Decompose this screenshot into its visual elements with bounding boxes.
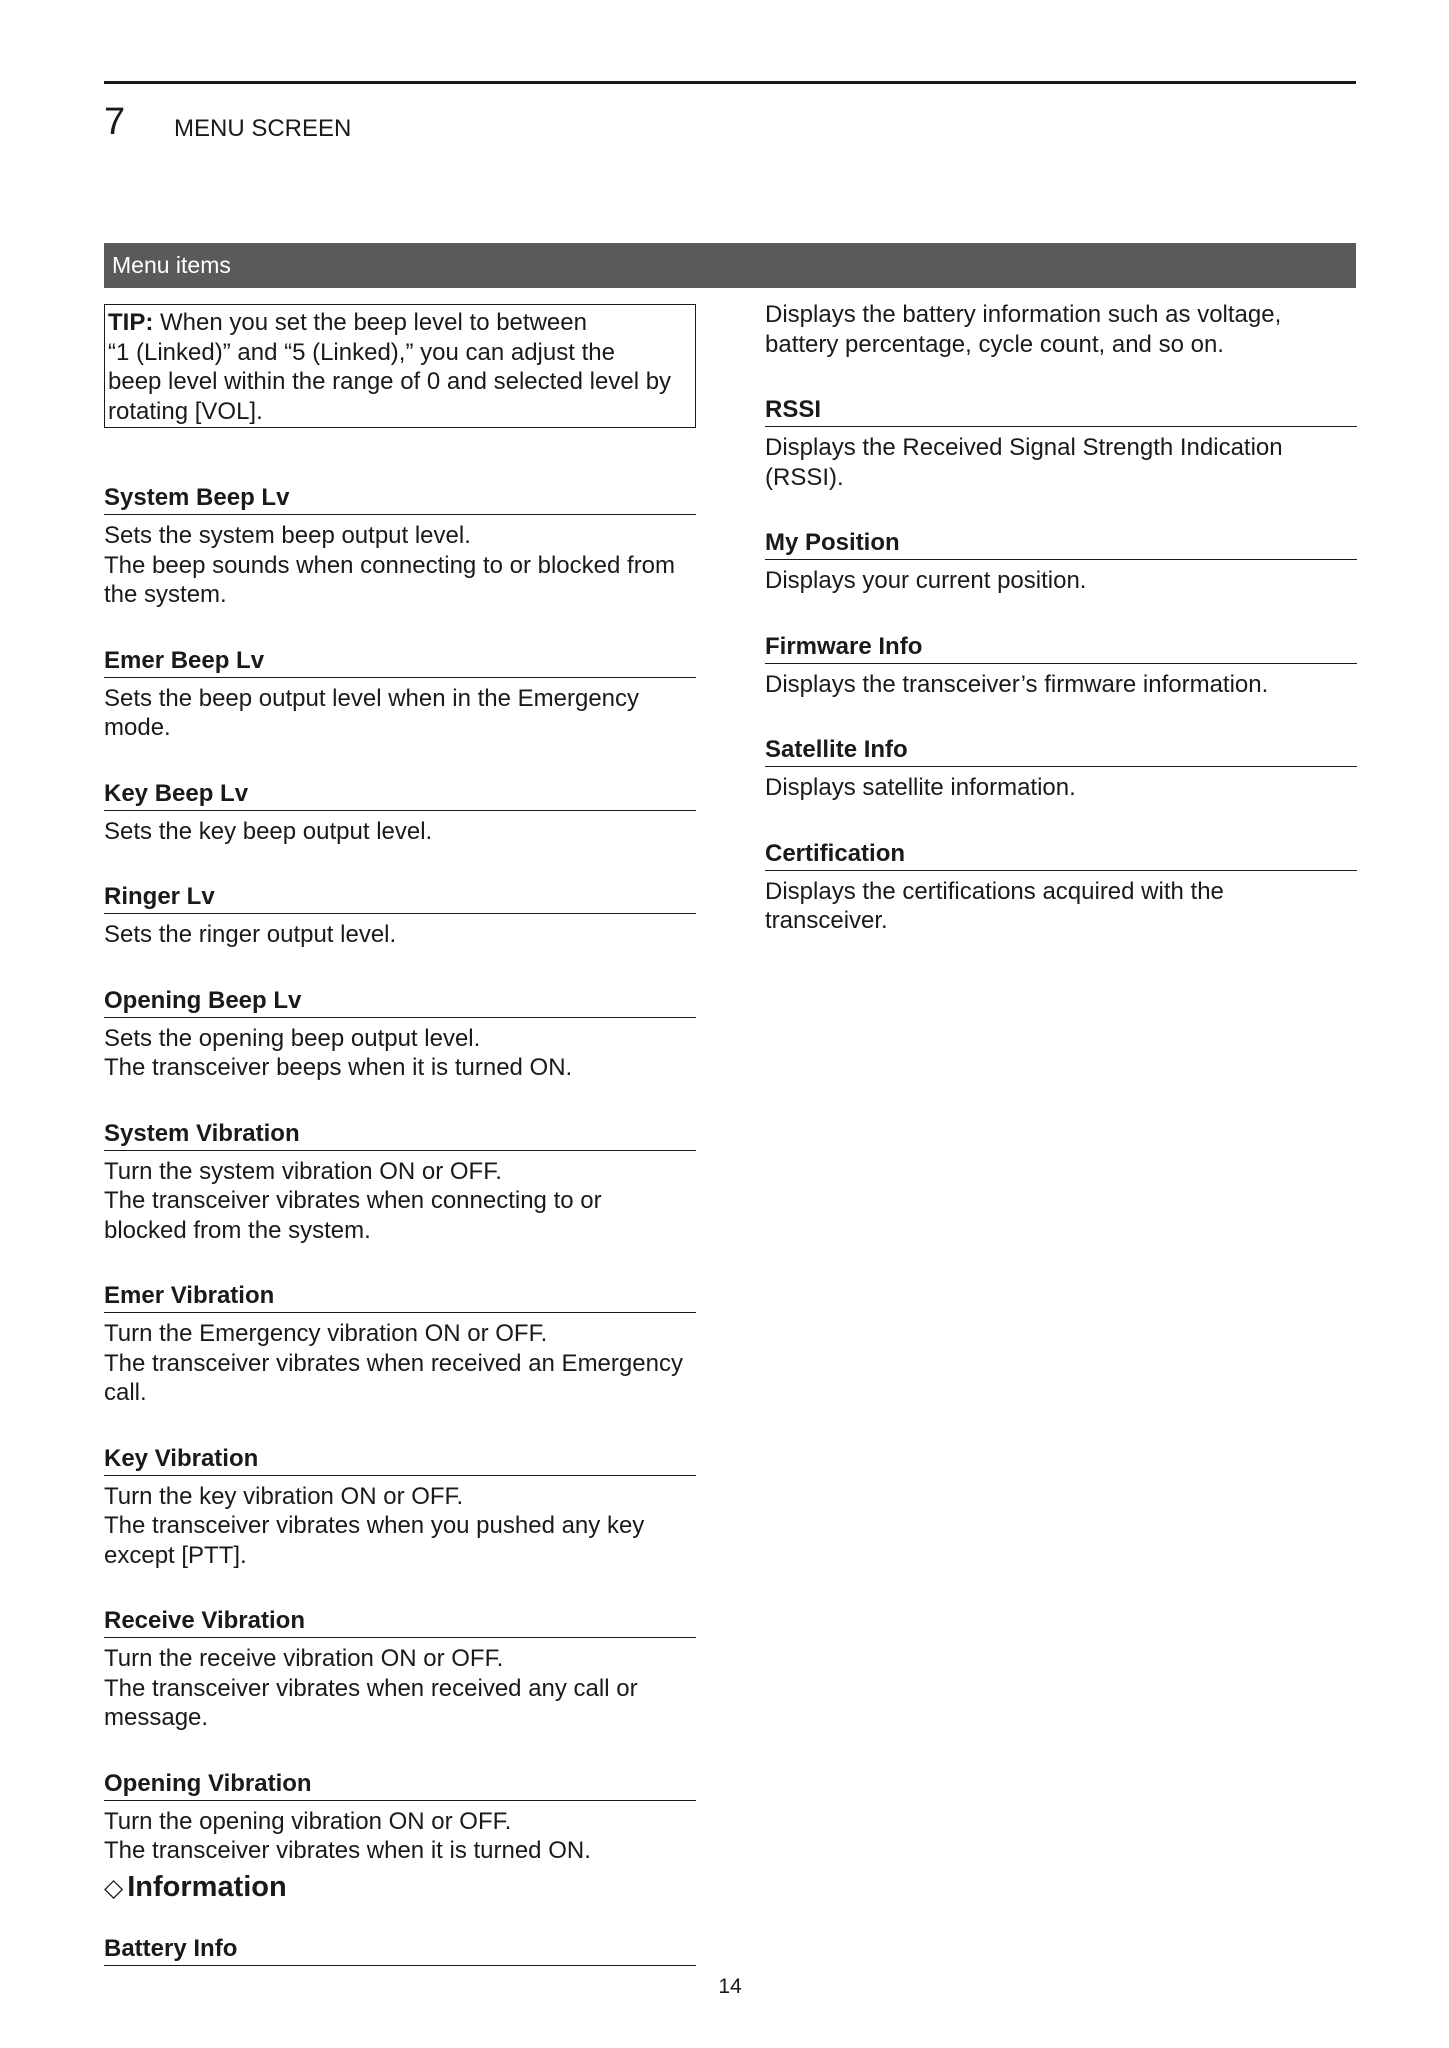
section-title: Opening Beep Lv	[104, 987, 696, 1018]
menu-item-section	[104, 987, 696, 1083]
menu-item-section	[765, 633, 1357, 700]
right-column	[765, 300, 1357, 973]
tip-box	[104, 304, 696, 428]
description-line: blocked from the system.	[104, 1216, 371, 1244]
menu-item-section	[104, 1770, 696, 1866]
section-title: Firmware Info	[765, 633, 1357, 664]
description-line: Displays your current position.	[765, 567, 1087, 594]
section-title: Receive Vibration	[104, 1607, 696, 1638]
left-column	[104, 304, 696, 1972]
menu-item-section	[104, 1445, 696, 1571]
page-number: 14	[718, 1975, 742, 1998]
menu-item-section	[765, 396, 1357, 492]
menu-item-section	[104, 883, 696, 950]
description-line: Displays satellite information.	[765, 774, 1076, 801]
chapter-title: MENU SCREEN	[174, 115, 352, 142]
section-title: System Beep Lv	[104, 484, 696, 515]
tip-line: When you set the beep level to between	[153, 309, 587, 336]
description-line: Sets the beep output level when in the Emergency	[104, 684, 640, 712]
menu-item-section	[104, 484, 696, 610]
description-line: The transceiver beeps when it is turned ON.	[104, 1054, 573, 1081]
menu-item-section	[765, 840, 1357, 936]
description-line: Turn the system vibration ON or OFF.	[104, 1157, 502, 1185]
description-line: Turn the opening vibration ON or OFF.	[104, 1807, 512, 1835]
menu-item-section	[765, 529, 1357, 596]
left-section-list	[104, 484, 696, 1866]
description-line: The transceiver vibrates when you pushed any key	[104, 1512, 645, 1539]
description-line: Displays the certifications acquired with the	[765, 877, 1224, 905]
description-line: except [PTT].	[104, 1541, 247, 1569]
description-line: (RSSI).	[765, 463, 844, 491]
description-line: transceiver.	[765, 907, 888, 934]
section-title: System Vibration	[104, 1120, 696, 1151]
section-title: Satellite Info	[765, 736, 1357, 767]
right-section-list	[765, 396, 1357, 936]
menu-item-section	[104, 1607, 696, 1733]
description-line: Sets the opening beep output level.	[104, 1024, 481, 1052]
menu-item-section	[104, 780, 696, 847]
description-line: Sets the system beep output level.	[104, 522, 471, 549]
tip-line: beep level within the range of 0 and selected level by	[108, 368, 672, 395]
description-line: battery percentage, cycle count, and so on.	[765, 330, 1224, 358]
description-line: The beep sounds when connecting to or blocked from	[104, 551, 676, 579]
section-title-battery-info: Battery Info	[104, 1935, 696, 1966]
description-line: Displays the battery information such as voltage,	[765, 301, 1282, 328]
description-line: Sets the ringer output level.	[104, 921, 397, 948]
description-line: The transceiver vibrates when received an Emergency	[104, 1349, 683, 1377]
menu-item-section	[104, 1120, 696, 1246]
menu-item-section	[104, 647, 696, 743]
battery-info-description	[765, 300, 1357, 359]
tip-label: TIP:	[108, 309, 154, 336]
description-line: The transceiver vibrates when it is turned ON.	[104, 1837, 591, 1864]
menu-item-section	[104, 1282, 696, 1408]
section-title: Ringer Lv	[104, 883, 696, 914]
information-heading	[104, 1870, 696, 1905]
description-line: call.	[104, 1379, 147, 1406]
description-line: The transceiver vibrates when received any call or	[104, 1674, 638, 1702]
description-line: Displays the transceiver’s firmware information.	[765, 670, 1269, 698]
description-line: mode.	[104, 714, 171, 741]
description-line: Turn the Emergency vibration ON or OFF.	[104, 1320, 548, 1347]
section-title: Emer Vibration	[104, 1282, 696, 1313]
section-title: Key Beep Lv	[104, 780, 696, 811]
top-rule	[104, 81, 1356, 84]
menu-item-section	[765, 736, 1357, 803]
section-title: Certification	[765, 840, 1357, 871]
information-heading-text: Information	[127, 1870, 287, 1903]
description-line: Turn the key vibration ON or OFF.	[104, 1482, 464, 1510]
section-title: Emer Beep Lv	[104, 647, 696, 678]
tip-line: “1 (Linked)” and “5 (Linked),” you can adjust the	[108, 338, 615, 366]
section-title: Opening Vibration	[104, 1770, 696, 1801]
description-line: The transceiver vibrates when connecting to or	[104, 1187, 602, 1214]
section-title: My Position	[765, 529, 1357, 560]
chapter-number: 7	[104, 101, 126, 143]
section-title: Key Vibration	[104, 1445, 696, 1476]
description-line: Turn the receive vibration ON or OFF.	[104, 1645, 504, 1672]
description-line: Displays the Received Signal Strength Indication	[765, 434, 1283, 461]
description-line: message.	[104, 1704, 209, 1731]
section-bar: Menu items	[104, 243, 1356, 288]
diamond-icon: ◇	[104, 1873, 124, 1902]
section-title: RSSI	[765, 396, 1357, 427]
description-line: the system.	[104, 581, 227, 608]
description-line: Sets the key beep output level.	[104, 817, 433, 845]
tip-line: rotating [VOL].	[108, 397, 263, 425]
